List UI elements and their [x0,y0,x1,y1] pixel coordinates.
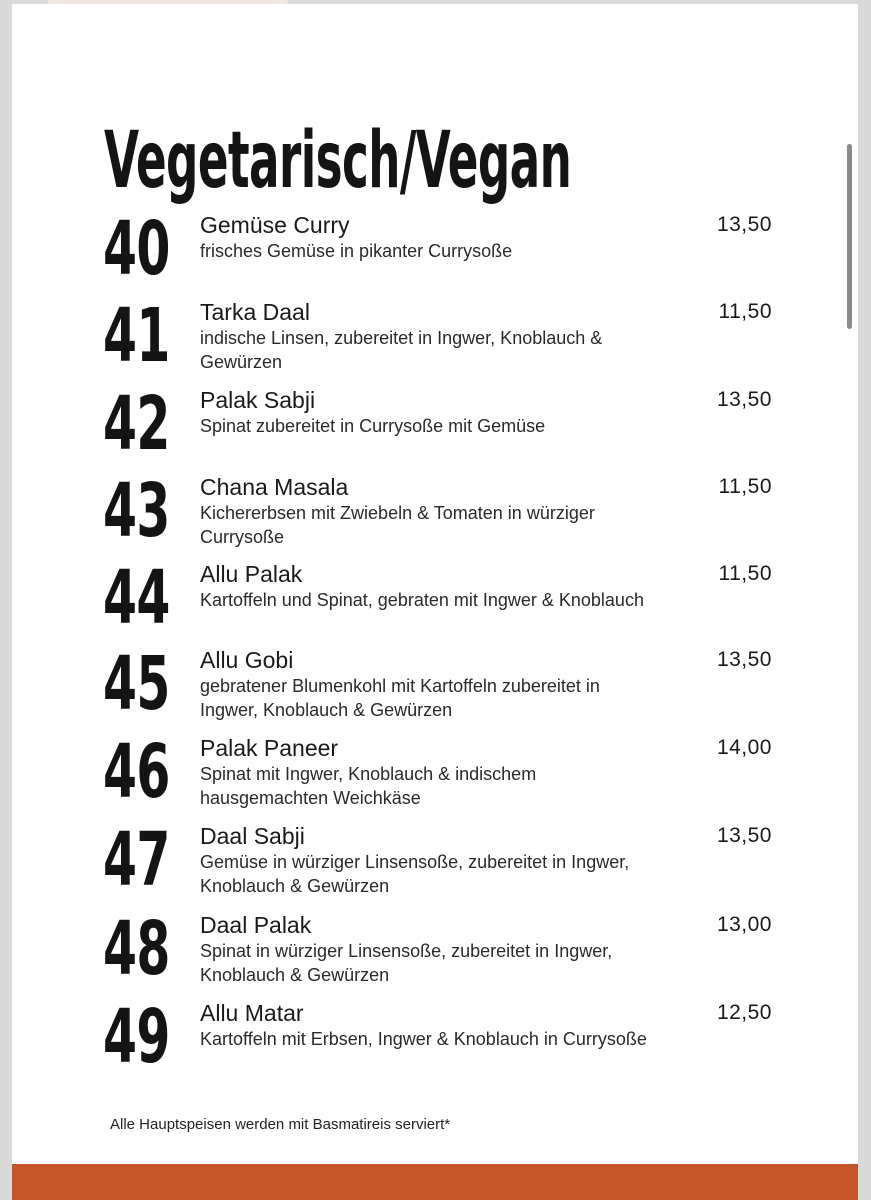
item-description: indische Linsen, zubereitet in Ingwer, Knoblauch & Gewürzen [200,328,603,372]
item-price: 13,50 [716,388,772,411]
item-name: Allu Palak [200,561,303,587]
item-name: Chana Masala [200,474,349,500]
menu-list [12,4,858,1200]
item-number: 49 [103,994,170,1080]
item-name: Allu Gobi [200,647,294,673]
item-description: Spinat mit Ingwer, Knoblauch & indischem hausgemachten Weichkäse [200,764,537,808]
item-name: Gemüse Curry [200,212,350,238]
item-price: 11,50 [718,475,772,498]
item-description: Kartoffeln und Spinat, gebraten mit Ingwer & Knoblauch [200,590,644,610]
menu-item [12,293,858,387]
item-name: Tarka Daal [200,299,310,325]
item-description: Spinat in würziger Linsensoße, zubereitet in Ingwer, Knoblauch & Gewürzen [200,941,613,985]
item-name: Daal Sabji [200,823,305,849]
menu-item [12,468,858,562]
menu-item [12,906,858,1000]
item-price: 11,50 [718,300,772,323]
item-description: frisches Gemüse in pikanter Currysoße [200,241,513,261]
item-description: Spinat zubereitet in Currysoße mit Gemüse [200,416,546,436]
item-price: 12,50 [716,1001,772,1024]
item-price: 13,00 [716,913,772,936]
item-number: 46 [103,729,170,815]
item-name: Palak Paneer [200,735,339,761]
item-number: 44 [103,555,170,641]
item-number: 48 [103,906,170,992]
item-number: 43 [103,468,170,554]
menu-item [12,994,858,1088]
accent-bar [12,1164,858,1200]
item-description: Kartoffeln mit Erbsen, Ingwer & Knoblauch in Currysoße [200,1029,647,1049]
menu-item [12,381,858,475]
menu-item [12,555,858,649]
item-name: Daal Palak [200,912,312,938]
item-price: 13,50 [716,824,772,847]
footnote: Alle Hauptspeisen werden mit Basmatireis serviert* [110,1116,451,1133]
item-description: Gemüse in würziger Linsensoße, zubereitet in Ingwer, Knoblauch & Gewürzen [200,852,630,896]
menu-page [12,4,858,1200]
menu-title: Vegetarisch/Vegan [104,116,572,206]
item-price: 13,50 [716,648,772,671]
menu-item [12,817,858,911]
item-description: Kichererbsen mit Zwiebeln & Tomaten in würziger Currysoße [200,503,595,547]
item-number: 40 [103,206,170,292]
scrollbar[interactable] [847,144,852,329]
item-price: 13,50 [716,213,772,236]
item-price: 14,00 [716,736,772,759]
menu-item [12,206,858,300]
item-number: 42 [103,381,170,467]
item-price: 11,50 [718,562,772,585]
item-number: 47 [103,817,170,903]
item-name: Allu Matar [200,1000,304,1026]
item-number: 45 [103,641,170,727]
item-description: gebratener Blumenkohl mit Kartoffeln zubereitet in Ingwer, Knoblauch & Gewürzen [200,676,600,720]
menu-item [12,729,858,823]
item-number: 41 [103,293,170,379]
item-name: Palak Sabji [200,387,316,413]
menu-item [12,641,858,735]
